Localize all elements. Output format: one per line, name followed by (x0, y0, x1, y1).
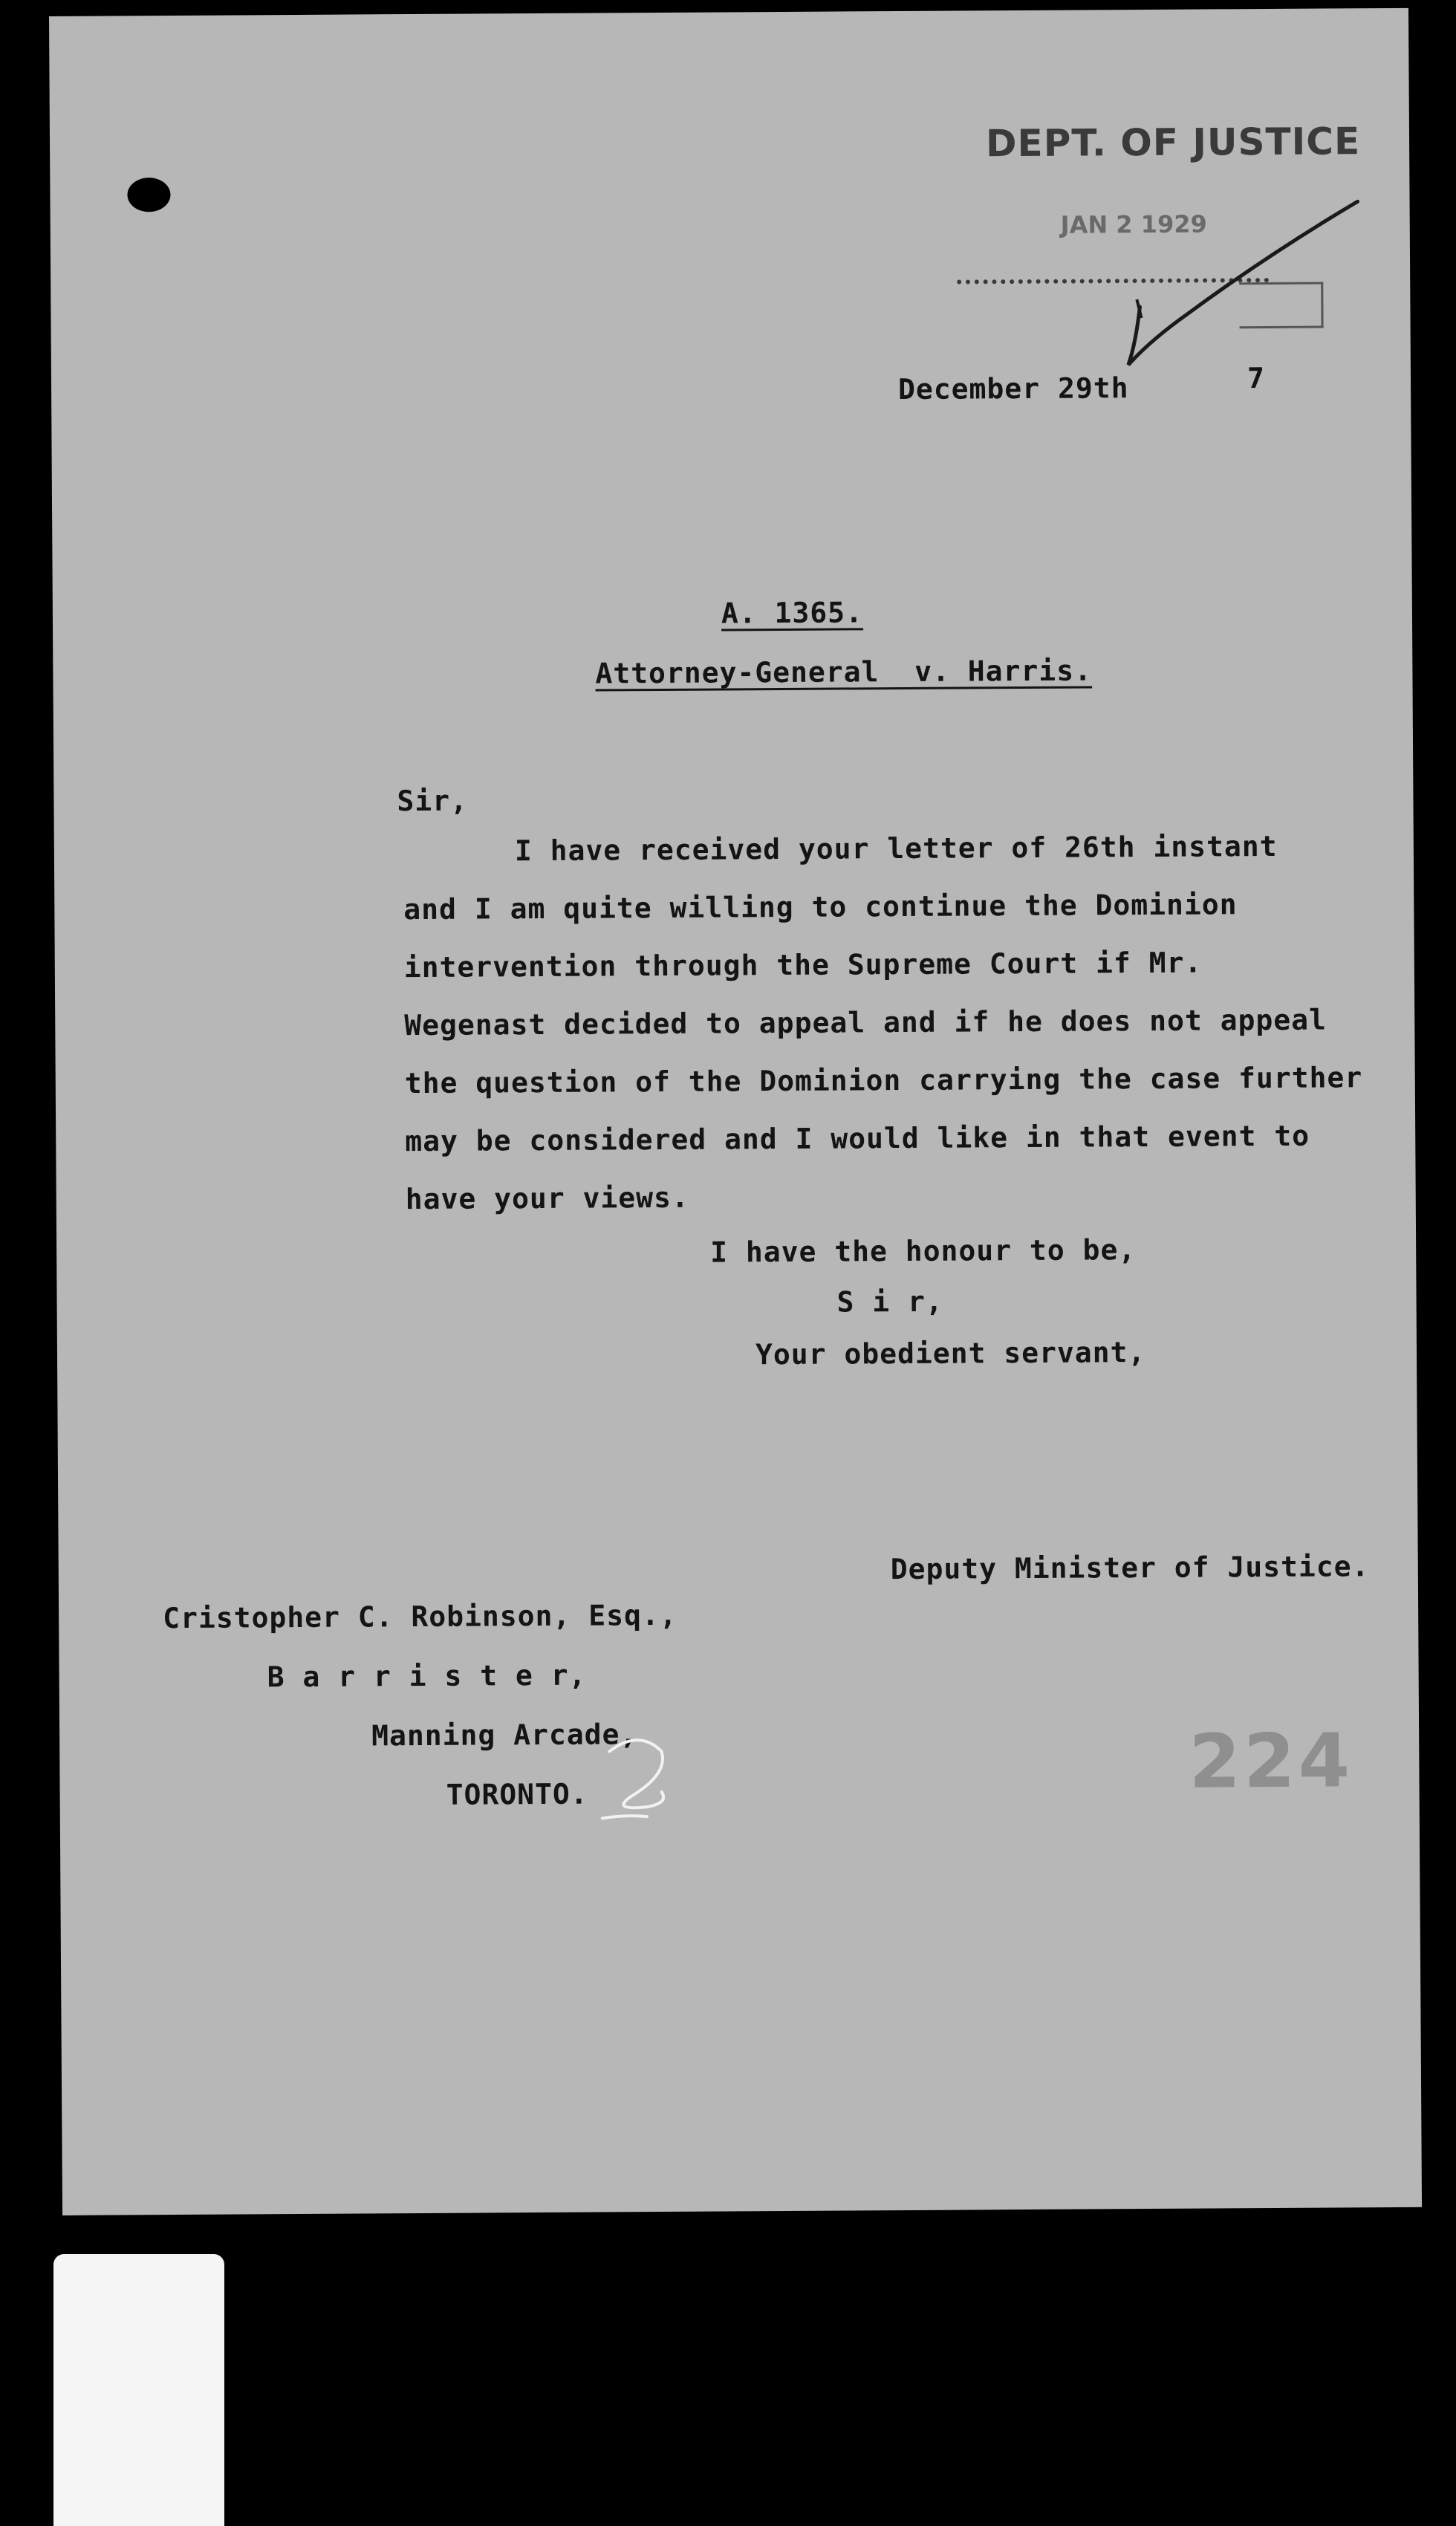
letter-date: December 29th (897, 371, 1129, 406)
handwritten-mark-icon (579, 1721, 706, 1834)
punch-hole (127, 178, 170, 212)
addressee-line: TORONTO. (446, 1777, 588, 1811)
closing-line: Your obedient servant, (755, 1336, 1146, 1371)
body-line: intervention through the Supreme Court if Mr. (403, 946, 1203, 984)
page-number: 7 (1247, 362, 1266, 395)
closing-line: I have the honour to be, (710, 1233, 1137, 1269)
signature-title: Deputy Minister of Justice. (890, 1550, 1370, 1586)
body-line: I have received your letter of 26th instant (514, 829, 1278, 868)
file-number: A. 1365. (721, 596, 864, 630)
folio-number: 224 (1189, 1717, 1353, 1805)
body-line: may be considered and I would like in that event to (405, 1119, 1310, 1158)
body-line: Wegenast decided to appeal and if he does not appeal (404, 1003, 1327, 1042)
body-line: have your views. (405, 1181, 689, 1216)
received-stamp-date: JAN 2 1929 (1060, 210, 1207, 239)
addressee-line: B a r r i s t e r, (267, 1658, 587, 1694)
body-line: the question of the Dominion carrying the case further (404, 1061, 1363, 1100)
received-stamp-dept: DEPT. OF JUSTICE (985, 120, 1361, 166)
closing-line: S i r, (836, 1285, 944, 1319)
check-mark-icon (1105, 186, 1374, 396)
addressee-line: Cristopher C. Robinson, Esq., (163, 1598, 677, 1635)
letter-page (49, 8, 1422, 2215)
film-label-tab (53, 2254, 224, 2526)
addressee-line: Manning Arcade, (371, 1718, 638, 1753)
case-title: Attorney-General v. Harris. (595, 654, 1093, 690)
salutation: Sir, (397, 784, 469, 818)
body-line: and I am quite willing to continue the Dominion (403, 888, 1238, 926)
